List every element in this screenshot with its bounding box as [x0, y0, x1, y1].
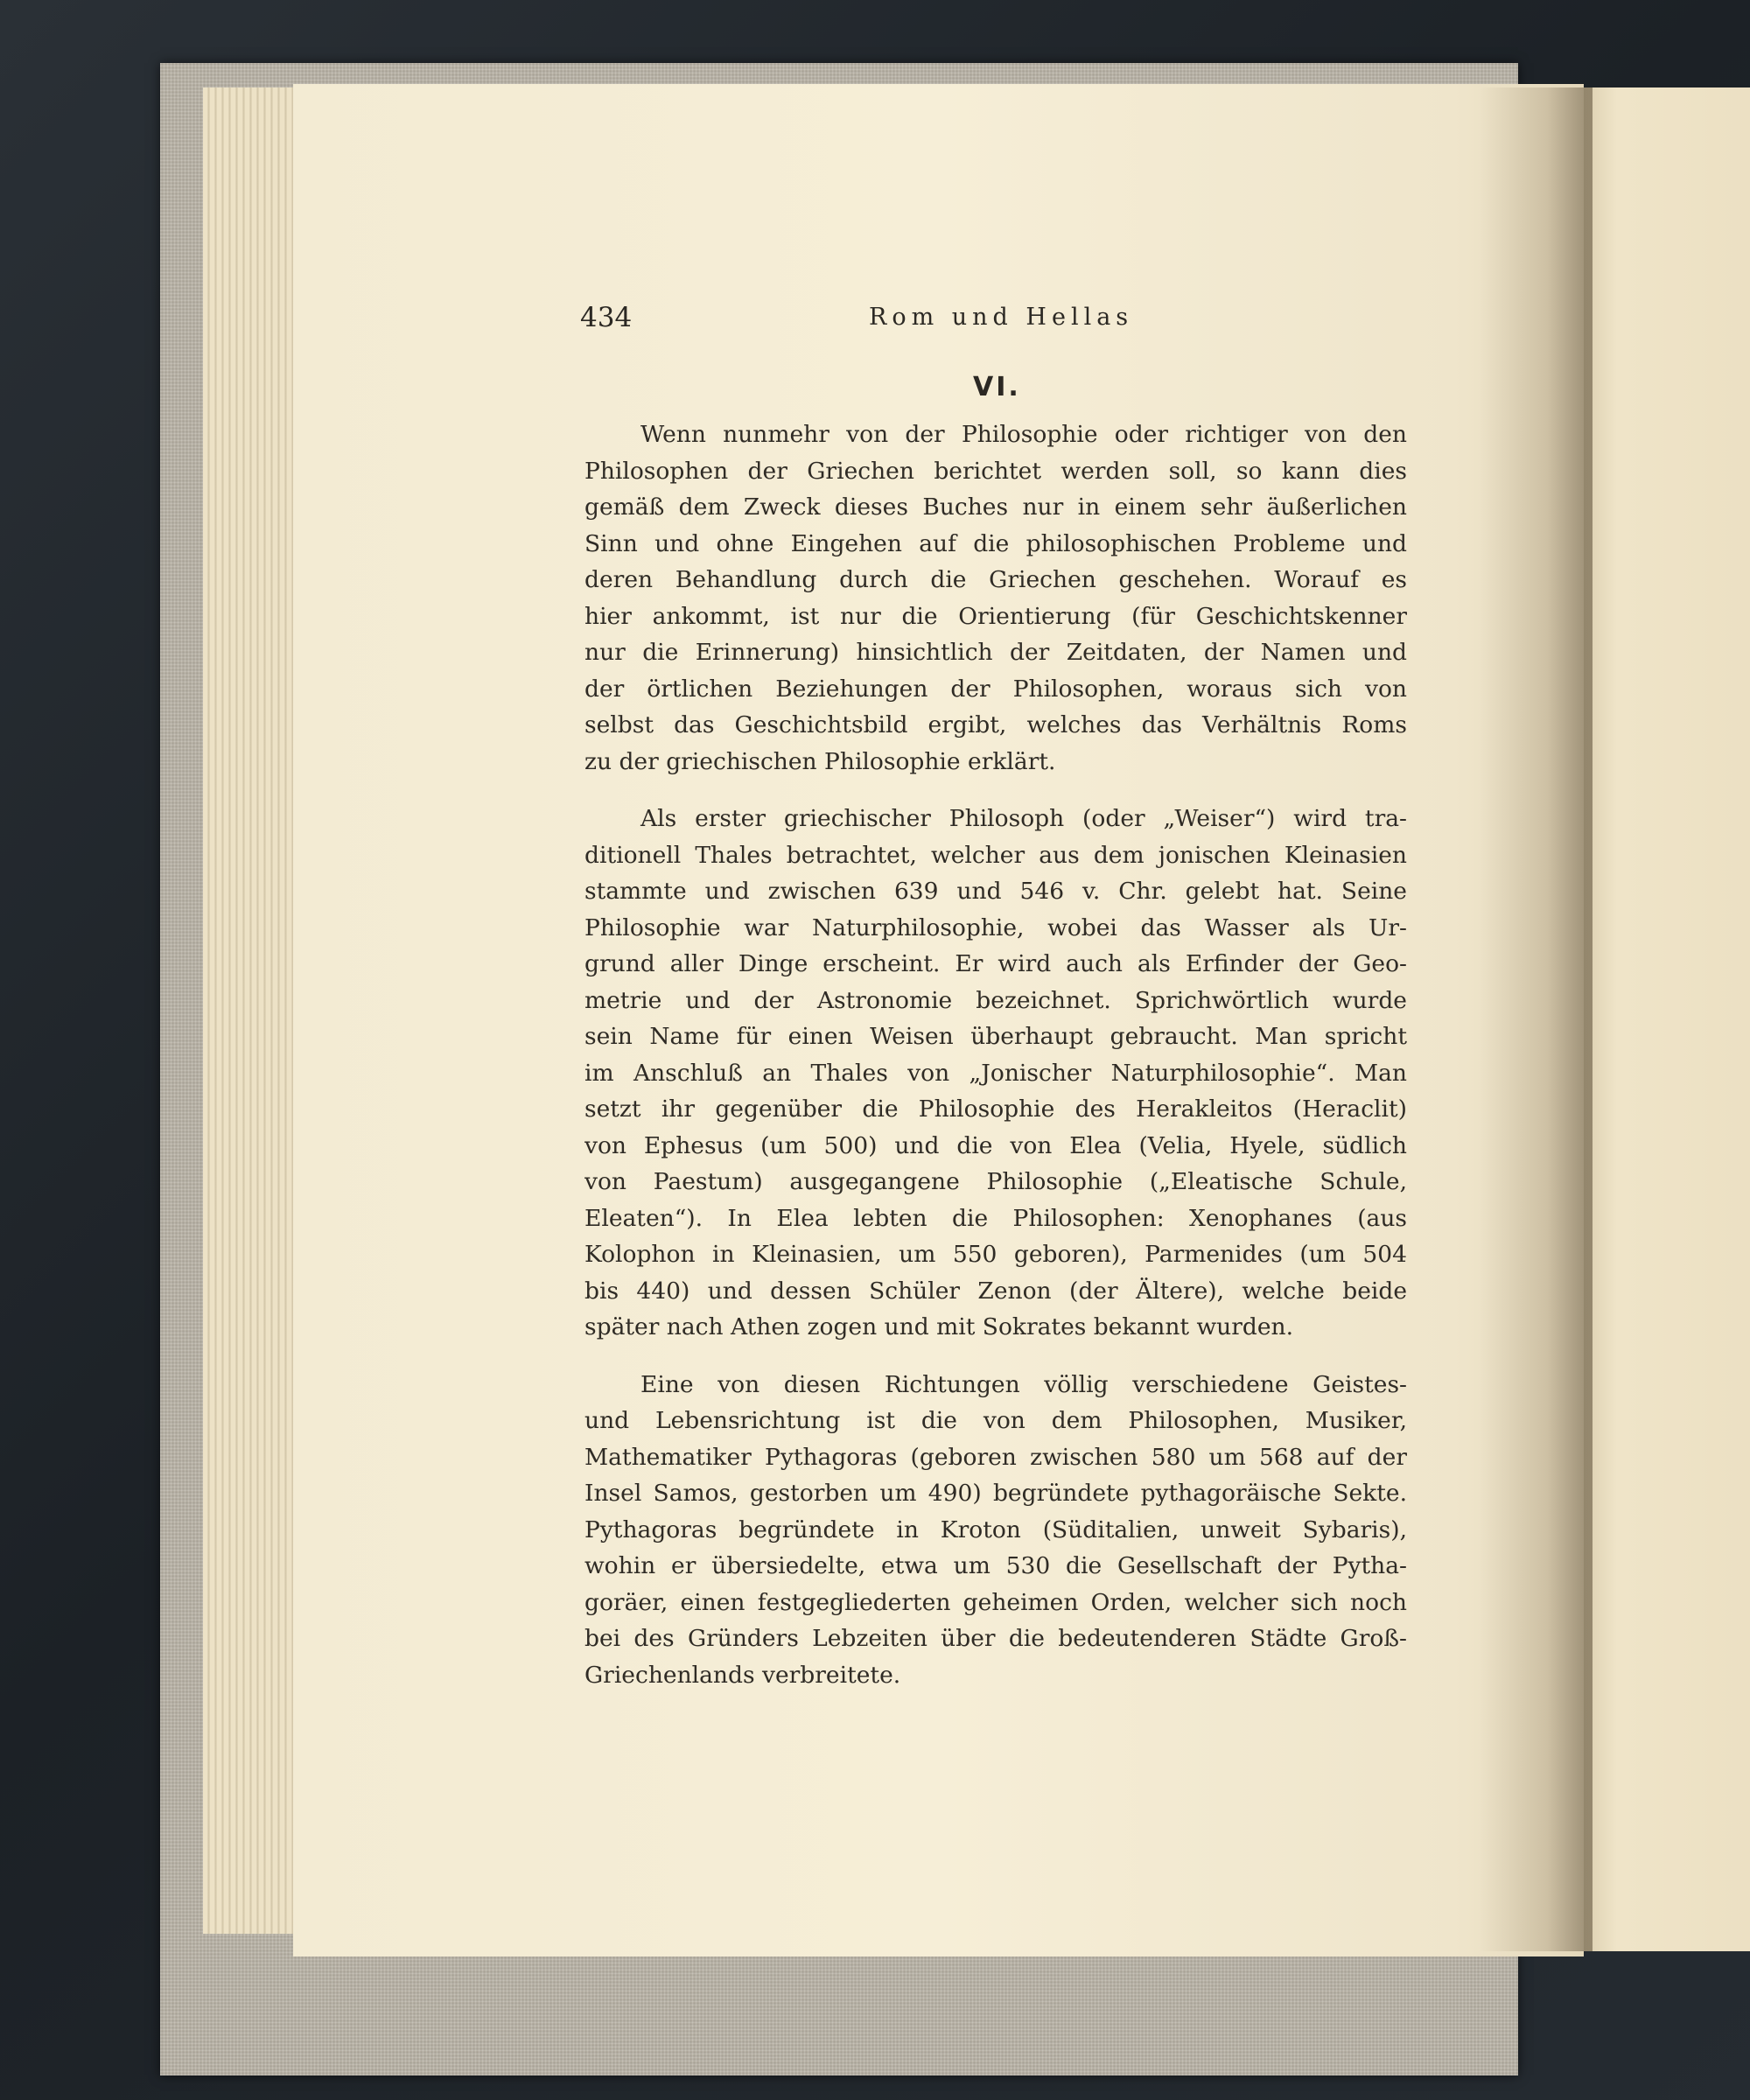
text-line: wohin er übersiedelte, etwa um 530 die Gesellschaft der Pytha-: [584, 1552, 1407, 1579]
page-edges: [203, 88, 301, 1934]
text-line: Eleaten“). In Elea lebten die Philosophen: Xenophanes (aus: [584, 1204, 1407, 1232]
text-line: später nach Athen zogen und mit Sokrates bekannt wurden.: [584, 1313, 1294, 1340]
text-line: bei des Gründers Lebzeiten über die bedeutenderen Städte Groß-: [584, 1625, 1407, 1652]
section-heading: VI.: [973, 372, 1021, 402]
text-line: sein Name für einen Weisen überhaupt gebraucht. Man spricht: [584, 1023, 1407, 1050]
text-line: metrie und der Astronomie bezeichnet. Sprichwörtlich wurde: [584, 986, 1407, 1014]
text-line: im Anschluß an Thales von „Jonischer Naturphilosophie“. Man: [584, 1059, 1407, 1087]
page-number: 434: [580, 302, 633, 333]
text-line: nur die Erinnerung) hinsichtlich der Zeitdaten, der Namen und: [584, 639, 1407, 666]
text-line: Philosophen der Griechen berichtet werden soll, so kann dies: [584, 457, 1407, 485]
text-line: zu der griechischen Philosophie erklärt.: [584, 747, 1056, 775]
text-line: bis 440) und dessen Schüler Zenon (der Ältere), welche beide: [584, 1277, 1407, 1305]
text-line: setzt ihr gegenüber die Philosophie des Herakleitos (Heraclit): [584, 1096, 1407, 1123]
text-line: und Lebensrichtung ist die von dem Philosophen, Musiker,: [584, 1407, 1407, 1434]
text-line: Mathematiker Pythagoras (geboren zwischen 580 um 568 auf der: [584, 1443, 1407, 1471]
text-line: Insel Samos, gestorben um 490) begründete pythagoräische Sekte.: [584, 1480, 1407, 1507]
running-title: Rom und Hellas: [869, 304, 1134, 331]
text-line: Philosophie war Naturphilosophie, wobei das Wasser als Ur-: [584, 914, 1407, 942]
text-line: Kolophon in Kleinasien, um 550 geboren), Parmenides (um 504: [584, 1241, 1407, 1268]
paragraph-2: [584, 801, 1407, 1346]
text-line: grund aller Dinge erscheint. Er wird auch als Erfinder der Geo-: [584, 950, 1407, 977]
text-line: ditionell Thales betrachtet, welcher aus dem jonischen Kleinasien: [584, 841, 1407, 869]
text-line: Pythagoras begründete in Kroton (Süditalien, unweit Sybaris),: [584, 1516, 1407, 1544]
text-line: von Paestum) ausgegangene Philosophie („Eleatische Schule,: [584, 1168, 1407, 1195]
text-line: Sinn und ohne Eingehen auf die philosophischen Probleme und: [584, 529, 1407, 557]
body-text: [584, 416, 1407, 1714]
facing-page: [1582, 88, 1750, 1951]
text-line: selbst das Geschichtsbild ergibt, welches das Verhältnis Roms: [584, 711, 1407, 738]
text-line: Als erster griechischer Philosoph (oder „Weiser“) wird tra-: [640, 805, 1407, 832]
text-line: von Ephesus (um 500) und die von Elea (Velia, Hyele, südlich: [584, 1131, 1407, 1159]
paragraph-3: [584, 1367, 1407, 1694]
text-line: Griechenlands verbreitete.: [584, 1661, 901, 1689]
text-line: deren Behandlung durch die Griechen geschehen. Worauf es: [584, 566, 1407, 593]
text-line: goräer, einen festgegliederten geheimen Orden, welcher sich noch: [584, 1588, 1407, 1616]
text-line: der örtlichen Beziehungen der Philosophen, woraus sich von: [584, 675, 1407, 703]
text-line: Wenn nunmehr von der Philosophie oder richtiger von den: [640, 421, 1407, 448]
text-line: hier ankommt, ist nur die Orientierung (für Geschichtskenner: [584, 602, 1407, 630]
text-line: Eine von diesen Richtungen völlig verschiedene Geistes-: [640, 1370, 1407, 1398]
text-line: stammte und zwischen 639 und 546 v. Chr. gelebt hat. Seine: [584, 878, 1407, 905]
running-head: [580, 302, 1420, 346]
paragraph-1: [584, 416, 1407, 780]
text-line: gemäß dem Zweck dieses Buches nur in einem sehr äußerlichen: [584, 494, 1407, 521]
